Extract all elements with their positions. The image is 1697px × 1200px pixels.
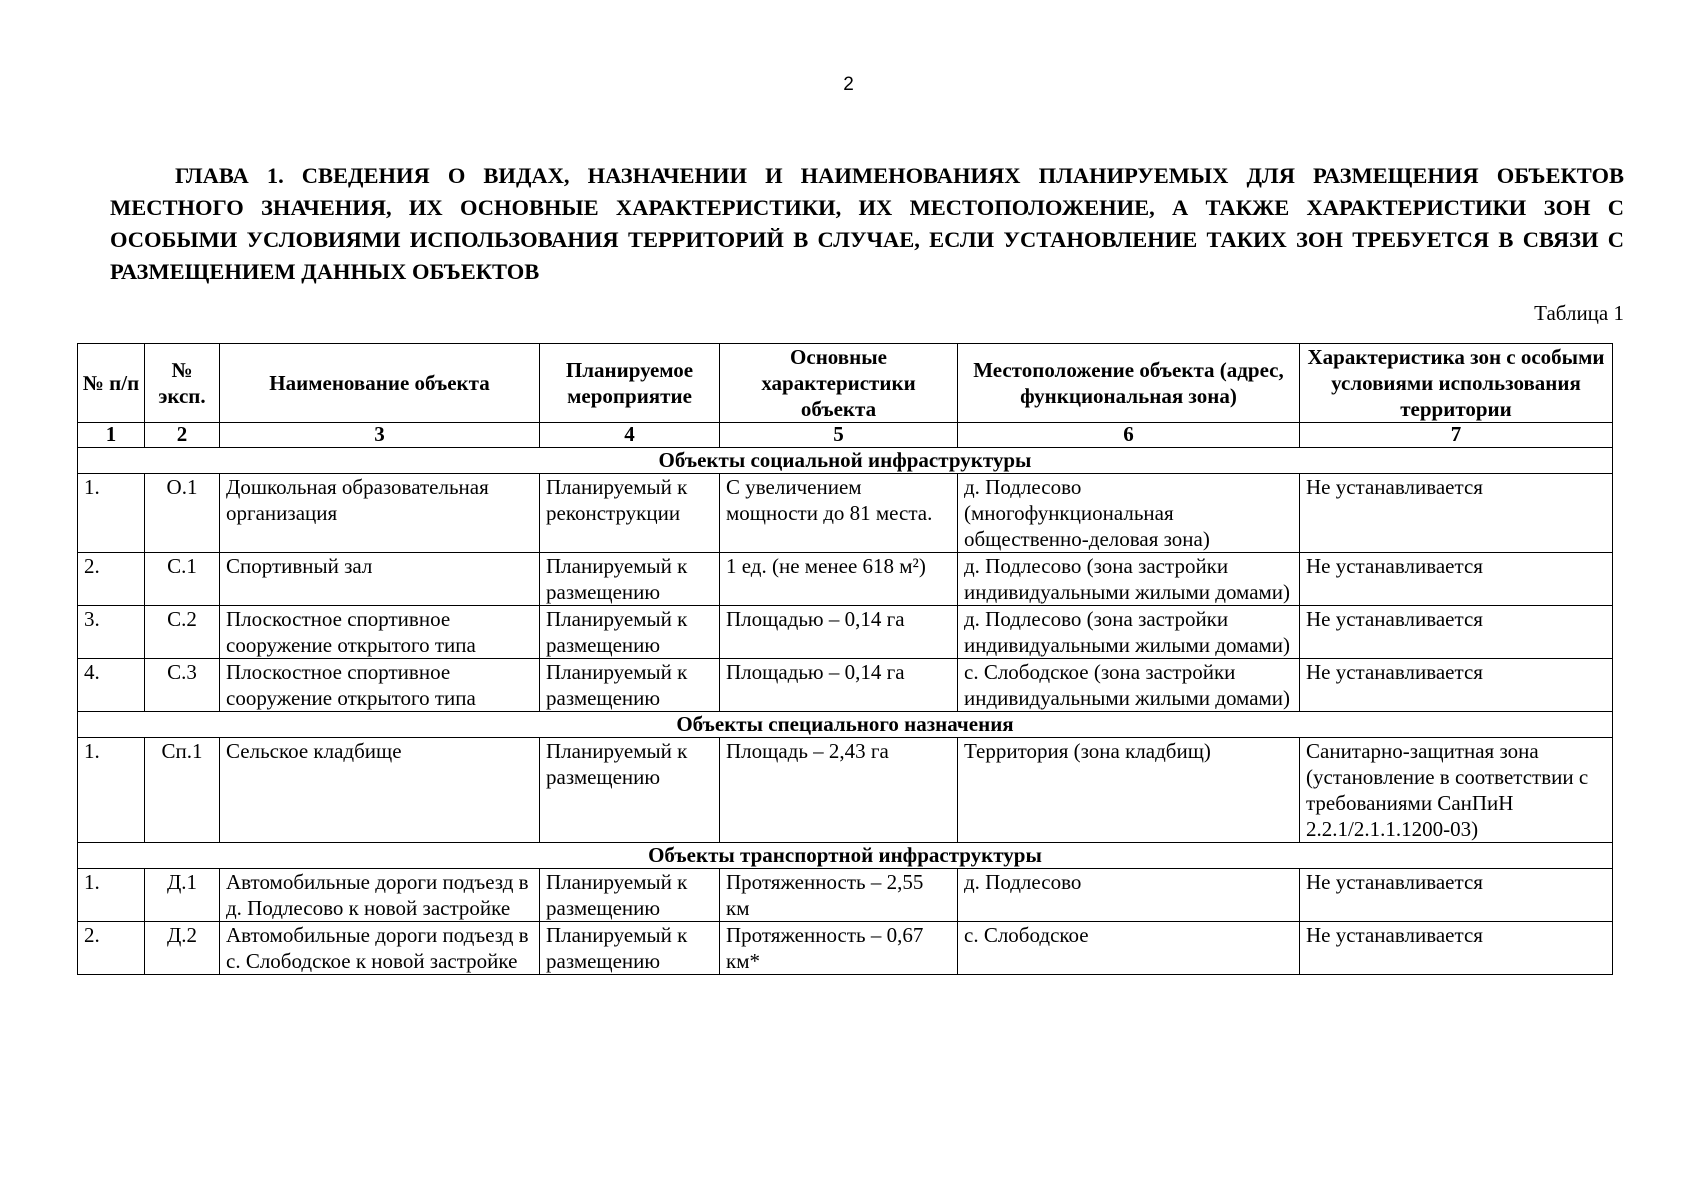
cell-planned-action: Планируемый к размещению xyxy=(540,606,720,659)
table-row xyxy=(78,659,1613,712)
cell-object-name: Плоскостное спортивное сооружение открытого типа xyxy=(220,659,540,712)
table-row xyxy=(78,553,1613,606)
cell-zone-characteristics: Не устанавливается xyxy=(1300,922,1613,975)
cell-location: д. Подлесово (зона застройки индивидуальными жилыми домами) xyxy=(958,606,1300,659)
cell-planned-action: Планируемый к размещению xyxy=(540,553,720,606)
cell-object-name: Дошкольная образовательная организация xyxy=(220,474,540,553)
cell-location: с. Слободское (зона застройки индивидуальными жилыми домами) xyxy=(958,659,1300,712)
cell-exp-number: С.3 xyxy=(145,659,220,712)
cell-object-name: Спортивный зал xyxy=(220,553,540,606)
table-header-row xyxy=(78,344,1613,423)
section-title: Объекты транспортной инфраструктуры xyxy=(78,843,1613,869)
cell-planned-action: Планируемый к размещению xyxy=(540,922,720,975)
header-cell-planned-action: Планируемое мероприятие xyxy=(540,344,720,423)
cell-exp-number: Д.2 xyxy=(145,922,220,975)
column-number: 1 xyxy=(78,423,145,448)
cell-object-name: Сельское кладбище xyxy=(220,738,540,843)
column-number: 4 xyxy=(540,423,720,448)
cell-exp-number: О.1 xyxy=(145,474,220,553)
cell-exp-number: Д.1 xyxy=(145,869,220,922)
cell-object-name: Плоскостное спортивное сооружение открытого типа xyxy=(220,606,540,659)
table-caption: Таблица 1 xyxy=(1534,301,1624,325)
column-number-row xyxy=(78,423,1613,448)
column-number: 2 xyxy=(145,423,220,448)
cell-location: с. Слободское xyxy=(958,922,1300,975)
section-title: Объекты специального назначения xyxy=(78,712,1613,738)
cell-number: 2. xyxy=(78,553,145,606)
cell-zone-characteristics: Не устанавливается xyxy=(1300,606,1613,659)
section-header-row xyxy=(78,712,1613,738)
page-number: 2 xyxy=(843,74,854,95)
table-row xyxy=(78,922,1613,975)
table-body xyxy=(78,448,1613,975)
cell-number: 1. xyxy=(78,738,145,843)
section-header-row xyxy=(78,448,1613,474)
header-cell-number: № п/п xyxy=(78,344,145,423)
cell-number: 3. xyxy=(78,606,145,659)
table-row xyxy=(78,606,1613,659)
objects-table xyxy=(77,343,1613,975)
chapter-heading: ГЛАВА 1. СВЕДЕНИЯ О ВИДАХ, НАЗНАЧЕНИИ И НАИМЕНОВАНИЯХ ПЛАНИРУЕМЫХ ДЛЯ РАЗМЕЩЕНИЯ ОБЪЕКТОВ МЕСТНОГО ЗНАЧЕНИЯ, ИХ ОСНОВНЫЕ ХАРАКТЕРИСТИКИ, ИХ МЕСТОПОЛОЖЕНИЕ, А ТАКЖЕ ХАРАКТЕРИСТИКИ ЗОН С ОСОБЫМИ УСЛОВИЯМИ ИСПОЛЬЗОВАНИЯ ТЕРРИТОРИЙ В СЛУЧАЕ, ЕСЛИ УСТАНОВЛЕНИЕ ТАКИХ ЗОН ТРЕБУЕТСЯ В СВЯЗИ С РАЗМЕЩЕНИЕМ ДАННЫХ ОБЪЕКТОВ xyxy=(110,163,1624,284)
cell-zone-characteristics: Не устанавливается xyxy=(1300,474,1613,553)
cell-exp-number: Сп.1 xyxy=(145,738,220,843)
cell-object-name: Автомобильные дороги подъезд в с. Слободское к новой застройке xyxy=(220,922,540,975)
table-row xyxy=(78,869,1613,922)
cell-characteristics: С увеличением мощности до 81 места. xyxy=(720,474,958,553)
cell-characteristics: 1 ед. (не менее 618 м²) xyxy=(720,553,958,606)
section-title: Объекты социальной инфраструктуры xyxy=(78,448,1613,474)
section-header-row xyxy=(78,843,1613,869)
header-cell-object-name: Наименование объекта xyxy=(220,344,540,423)
cell-characteristics: Площадь – 2,43 га xyxy=(720,738,958,843)
cell-planned-action: Планируемый к реконструкции xyxy=(540,474,720,553)
cell-characteristics: Протяженность – 2,55 км xyxy=(720,869,958,922)
cell-zone-characteristics: Санитарно-защитная зона (установление в соответствии с требованиями СанПиН 2.2.1/2.1.1.1200-03) xyxy=(1300,738,1613,843)
column-number: 7 xyxy=(1300,423,1613,448)
column-number: 6 xyxy=(958,423,1300,448)
header-cell-location: Местоположение объекта (адрес, функциональная зона) xyxy=(958,344,1300,423)
header-cell-zone-characteristics: Характеристика зон с особыми условиями использования территории xyxy=(1300,344,1613,423)
cell-characteristics: Площадью – 0,14 га xyxy=(720,659,958,712)
table-row xyxy=(78,474,1613,553)
cell-number: 1. xyxy=(78,474,145,553)
header-cell-characteristics: Основные характеристики объекта xyxy=(720,344,958,423)
table-row xyxy=(78,738,1613,843)
cell-characteristics: Площадью – 0,14 га xyxy=(720,606,958,659)
column-number: 3 xyxy=(220,423,540,448)
cell-number: 4. xyxy=(78,659,145,712)
cell-number: 1. xyxy=(78,869,145,922)
cell-zone-characteristics: Не устанавливается xyxy=(1300,659,1613,712)
cell-planned-action: Планируемый к размещению xyxy=(540,738,720,843)
cell-location: д. Подлесово (многофункциональная общественно-деловая зона) xyxy=(958,474,1300,553)
cell-location: д. Подлесово (зона застройки индивидуальными жилыми домами) xyxy=(958,553,1300,606)
cell-exp-number: С.2 xyxy=(145,606,220,659)
cell-zone-characteristics: Не устанавливается xyxy=(1300,553,1613,606)
cell-number: 2. xyxy=(78,922,145,975)
cell-planned-action: Планируемый к размещению xyxy=(540,869,720,922)
cell-characteristics: Протяженность – 0,67 км* xyxy=(720,922,958,975)
column-number: 5 xyxy=(720,423,958,448)
cell-exp-number: С.1 xyxy=(145,553,220,606)
header-cell-exp-number: № эксп. xyxy=(145,344,220,423)
cell-location: д. Подлесово xyxy=(958,869,1300,922)
cell-location: Территория (зона кладбищ) xyxy=(958,738,1300,843)
cell-planned-action: Планируемый к размещению xyxy=(540,659,720,712)
cell-object-name: Автомобильные дороги подъезд в д. Подлесово к новой застройке xyxy=(220,869,540,922)
cell-zone-characteristics: Не устанавливается xyxy=(1300,869,1613,922)
